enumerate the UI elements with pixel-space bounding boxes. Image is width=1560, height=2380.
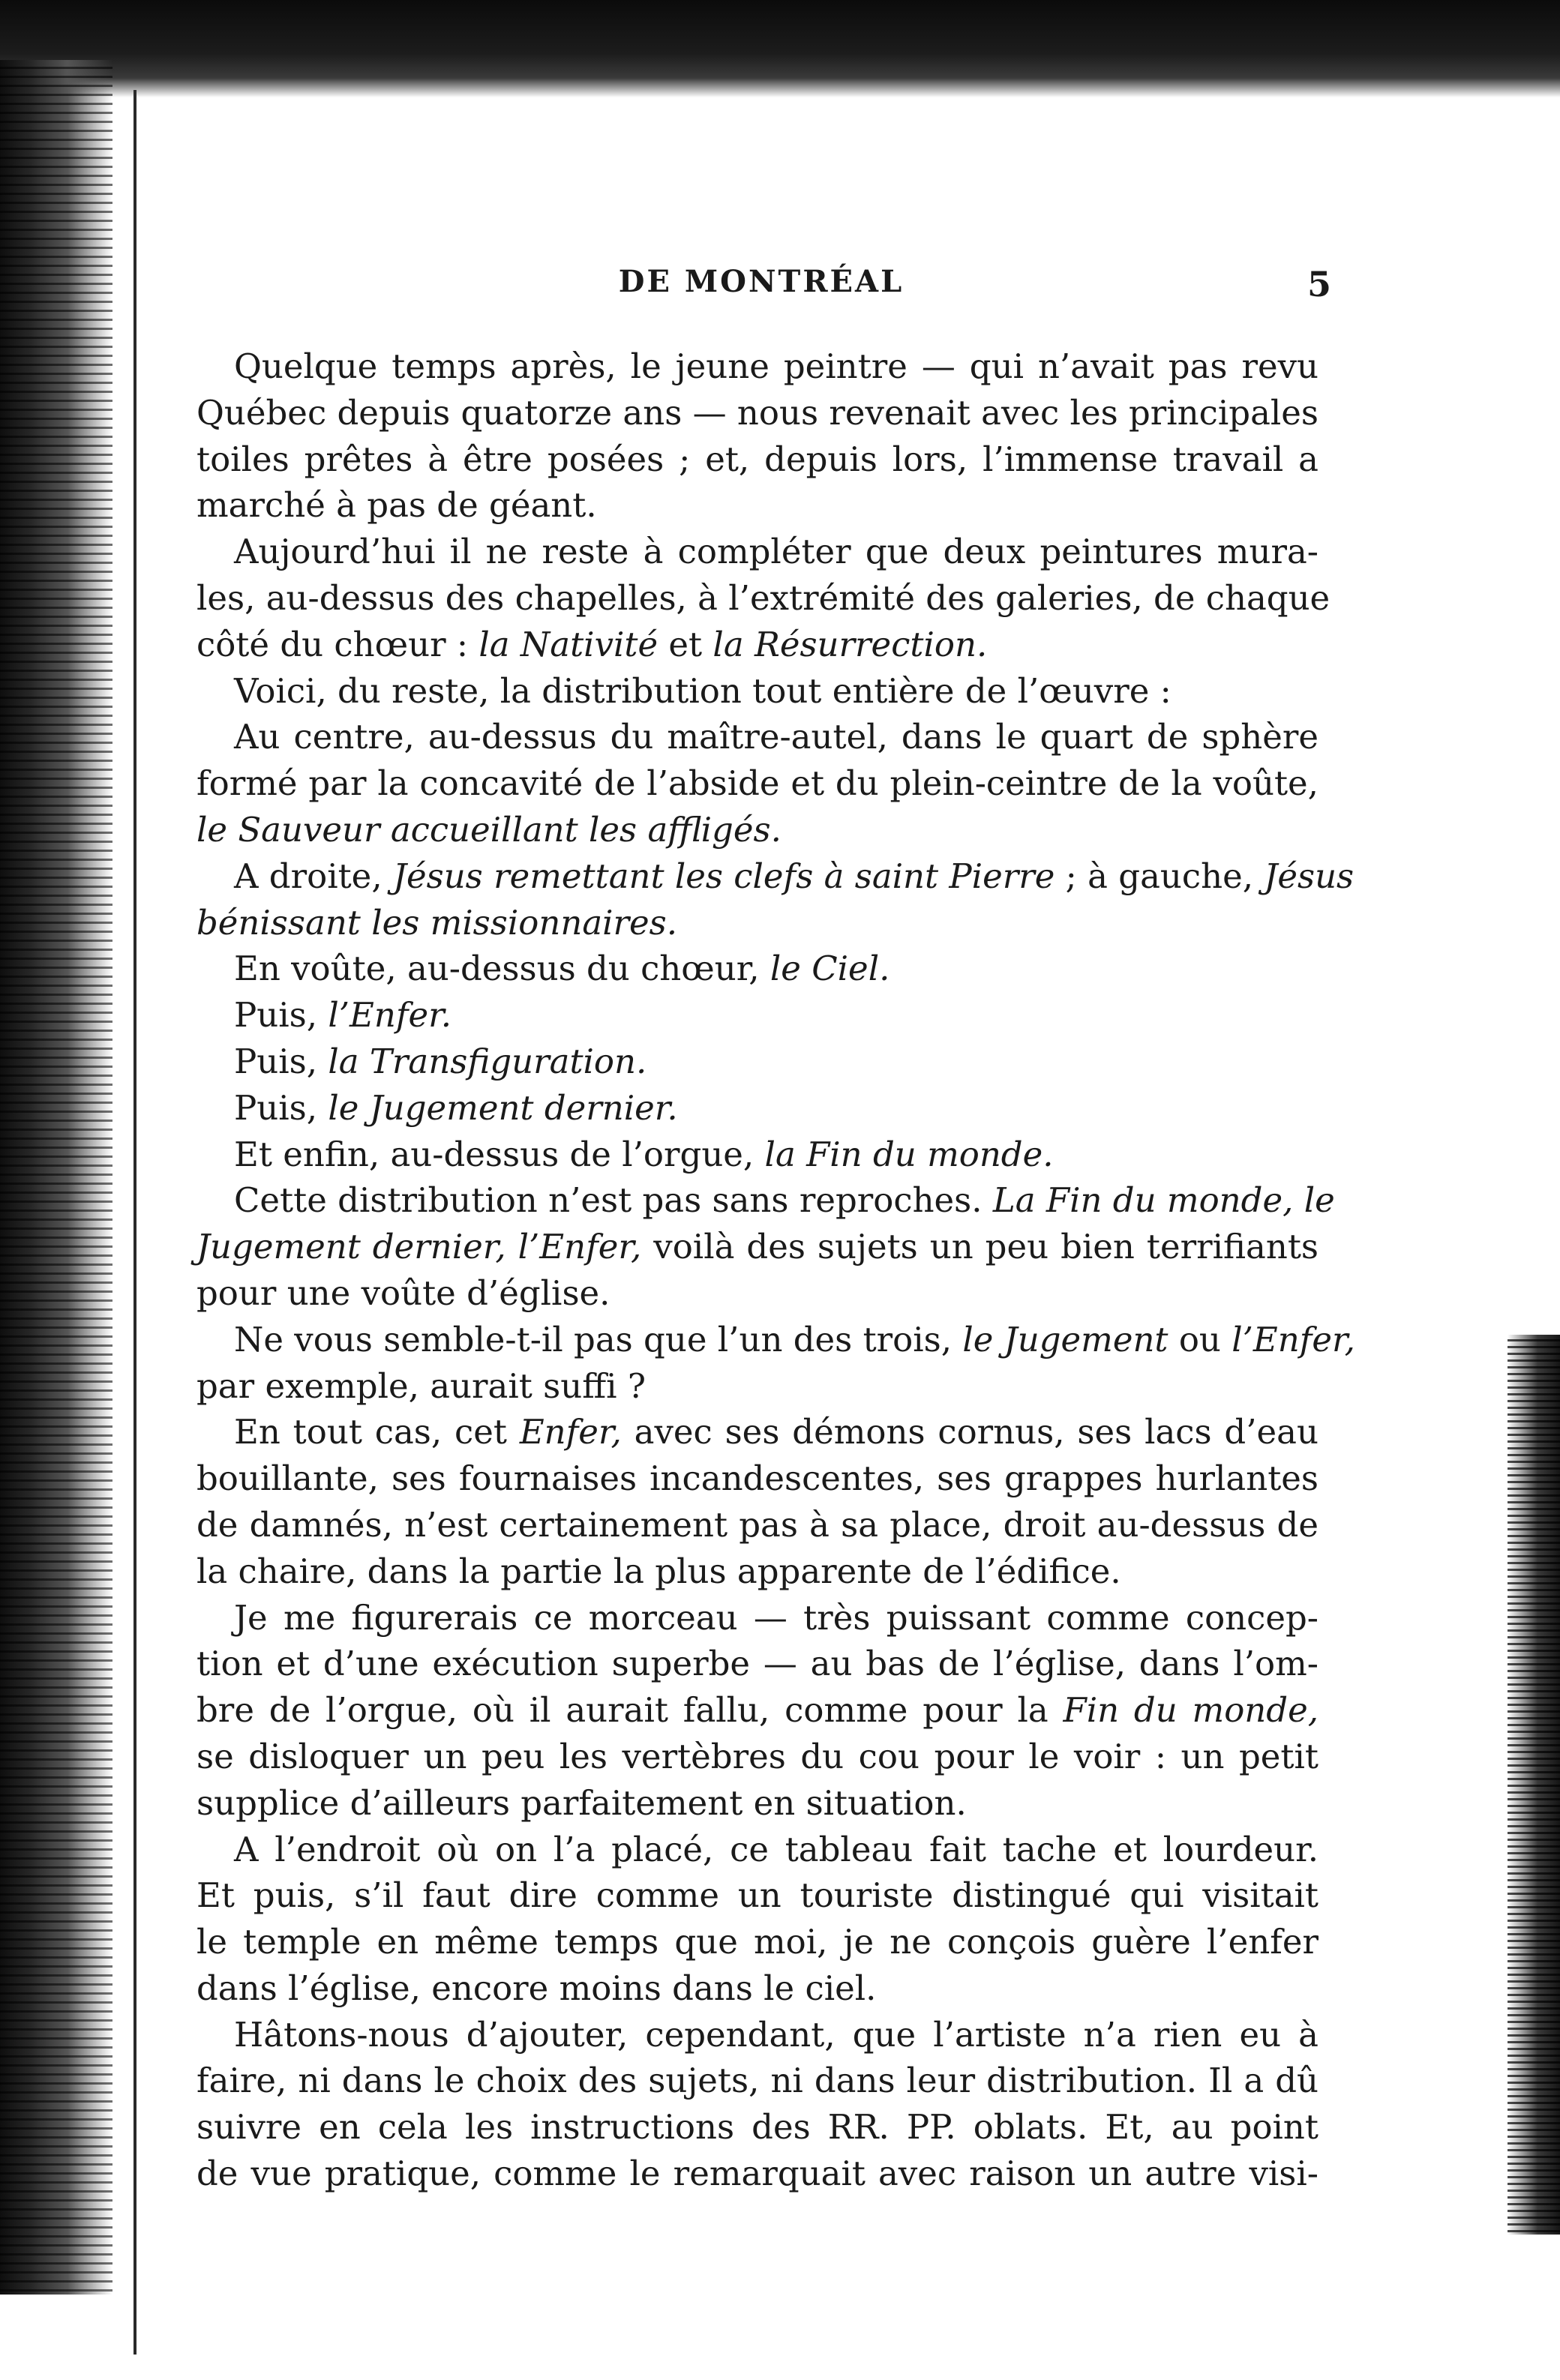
text-line (196, 1317, 1355, 1363)
text-line (196, 946, 1318, 992)
text-line (196, 1965, 1318, 2012)
text-line (196, 807, 1318, 853)
running-title: DE MONTRÉAL (618, 264, 904, 299)
italic-span: la Résurrection. (712, 624, 988, 664)
running-head (191, 264, 1331, 309)
text-line (196, 1548, 1318, 1595)
text-span: Et puis, s’il faut dire comme un touriste distingué qui visitait (196, 1875, 1318, 1916)
text-span: côté du chœur : (196, 624, 479, 664)
text-line (196, 1780, 1318, 1827)
text-span: Cette distribution n’est pas sans reproches. (234, 1180, 993, 1221)
page-number: 5 (1306, 264, 1331, 304)
text-span: le temple en même temps que moi, je ne conçois guère l’enfer (196, 1922, 1318, 1962)
text-line (196, 2151, 1318, 2197)
text-span: bouillante, ses fournaises incandescentes, ses grappes hurlantes (196, 1458, 1318, 1499)
text-span: les, au-dessus des chapelles, à l’extrémité des galeries, de chaque (196, 577, 1330, 618)
text-span: A droite, (234, 856, 393, 896)
text-span: Je me figurerais ce morceau — très puissant comme concep- (234, 1597, 1318, 1638)
text-span: toiles prêtes à être posées ; et, depuis lors, l’immense travail a (196, 439, 1318, 479)
text-line (196, 1872, 1318, 1919)
italic-span: la Transfiguration. (328, 1041, 647, 1081)
text-span: ou (1168, 1319, 1232, 1359)
text-line (196, 1502, 1318, 1548)
italic-span: Jésus (1264, 856, 1354, 896)
italic-span: la Nativité (478, 624, 658, 664)
text-span: Quelque temps après, le jeune peintre — qui n’avait pas revu (234, 346, 1318, 386)
text-line (196, 529, 1318, 575)
italic-span: le Jugement (962, 1319, 1168, 1359)
text-span: Ne vous semble-t-il pas que l’un des trois, (234, 1319, 963, 1359)
text-span: se disloquer un peu les vertèbres du cou pour le voir : un petit (196, 1736, 1318, 1776)
text-line (196, 2058, 1318, 2104)
text-line (196, 1734, 1318, 1780)
text-span: pour une voûte d’église. (196, 1272, 610, 1313)
text-line (196, 992, 1318, 1039)
text-span: avec ses démons cornus, ses lacs d’eau (621, 1412, 1318, 1452)
italic-span: Enfer, (519, 1412, 622, 1452)
text-line (196, 714, 1318, 760)
text-span: de vue pratique, comme le remarquait avec raison un autre visi- (196, 2154, 1318, 2194)
italic-span: bénissant les missionnaires. (196, 902, 678, 943)
text-line (196, 1919, 1318, 1965)
italic-span: l’Enfer, (1232, 1319, 1355, 1359)
text-span: et (658, 624, 713, 664)
text-span: par exemple, aurait suffi ? (196, 1365, 646, 1406)
text-span: la chaire, dans la partie la plus apparente de l’édifice. (196, 1551, 1121, 1591)
text-line (196, 2012, 1318, 2058)
text-span: formé par la concavité de l’abside et du plein-ceintre de la voûte, (196, 763, 1318, 804)
text-line (196, 2104, 1318, 2151)
text-line (196, 1827, 1318, 1873)
text-span: faire, ni dans le choix des sujets, ni dans leur distribution. Il a dû (196, 2061, 1318, 2101)
italic-span: le Ciel. (770, 949, 890, 989)
text-span: Hâtons-nous d’ajouter, cependant, que l’artiste n’a rien eu à (234, 2014, 1318, 2055)
text-line (196, 1224, 1318, 1270)
text-line (196, 1687, 1318, 1734)
text-span: Aujourd’hui il ne reste à compléter que deux peintures mura- (234, 532, 1318, 572)
text-span: Puis, (234, 995, 328, 1036)
text-line (196, 1595, 1318, 1641)
italic-span: Jésus remettant les clefs à saint Pierre (392, 856, 1055, 896)
scan-top-border (0, 0, 1560, 97)
scan-left-border (0, 60, 112, 2295)
text-line (196, 1177, 1335, 1224)
italic-span: Jugement dernier, l’Enfer, (196, 1227, 642, 1267)
text-span: supplice d’ailleurs parfaitement en situation. (196, 1782, 967, 1823)
text-line (196, 390, 1318, 436)
text-line (196, 1641, 1318, 1687)
text-span: suivre en cela les instructions des RR. PP. oblats. Et, au point (196, 2107, 1318, 2148)
text-span: voilà des sujets un peu bien terrifiants (641, 1227, 1318, 1267)
text-line (196, 436, 1318, 483)
text-span: de damnés, n’est certainement pas à sa place, droit au-dessus de (196, 1504, 1318, 1545)
text-span: marché à pas de géant. (196, 485, 597, 526)
scan-margin-rule (134, 90, 136, 2355)
text-line (196, 853, 1354, 900)
italic-span: La Fin du monde, le (992, 1180, 1335, 1221)
text-line (196, 668, 1318, 715)
text-span: A l’endroit où on l’a placé, ce tableau fait tache et lourdeur. (234, 1829, 1318, 1869)
text-line (196, 1039, 1318, 1085)
italic-span: la Fin du monde. (764, 1134, 1054, 1174)
text-line (196, 622, 1318, 668)
text-span: tion et d’une exécution superbe — au bas de l’église, dans l’om- (196, 1644, 1318, 1684)
italic-span: l’Enfer. (328, 995, 452, 1036)
body-text (196, 343, 1355, 2197)
text-span: dans l’église, encore moins dans le ciel. (196, 1968, 877, 2008)
text-span: bre de l’orgue, où il aurait fallu, comme pour la (196, 1690, 1064, 1731)
text-span: Voici, du reste, la distribution tout entière de l’œuvre : (234, 670, 1172, 711)
text-span: Et enfin, au-dessus de l’orgue, (234, 1134, 765, 1174)
text-line (196, 1455, 1318, 1502)
text-line (196, 1363, 1318, 1410)
text-line (196, 482, 1318, 529)
text-line (196, 900, 1318, 946)
text-span: Au centre, au-dessus du maître-autel, dans le quart de sphère (234, 717, 1318, 757)
italic-span: le Sauveur accueillant les affligés. (196, 809, 782, 850)
scan-right-border (1508, 1335, 1560, 2235)
text-line (196, 1409, 1318, 1455)
text-span: Puis, (234, 1087, 328, 1128)
italic-span: le Jugement dernier. (328, 1087, 678, 1128)
text-span: En tout cas, cet (234, 1412, 520, 1452)
text-line (196, 1085, 1318, 1132)
text-line (196, 1132, 1318, 1178)
text-line (196, 575, 1330, 622)
text-span: Puis, (234, 1041, 328, 1081)
text-line (196, 760, 1318, 807)
text-line (196, 343, 1318, 390)
text-span: Québec depuis quatorze ans — nous revenait avec les principales (196, 392, 1319, 433)
italic-span: Fin du monde, (1063, 1690, 1319, 1731)
text-line (196, 1270, 1318, 1317)
text-span: ; à gauche, (1054, 856, 1264, 896)
text-span: En voûte, au-dessus du chœur, (234, 949, 770, 989)
